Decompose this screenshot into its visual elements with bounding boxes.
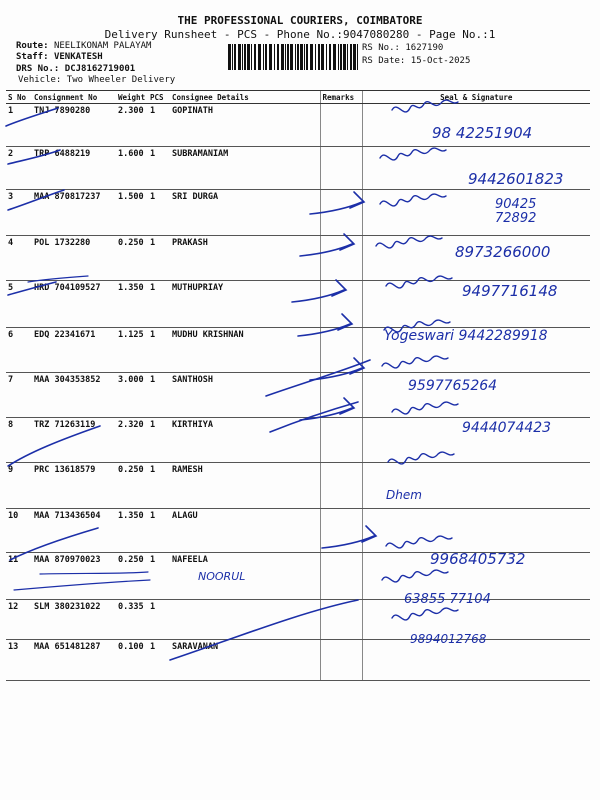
row-remarks — [320, 236, 362, 281]
row-remarks — [320, 281, 362, 328]
row-consignee: GOPINATH — [170, 104, 320, 147]
row-weight: 1.600 — [116, 147, 148, 190]
rs-date-label: RS Date: — [362, 56, 406, 66]
col-signature: Seal & Signature — [362, 91, 590, 104]
barcode-bar — [295, 44, 296, 70]
row-sno: 11 — [6, 553, 32, 600]
row-consignee: RAMESH — [170, 463, 320, 509]
row-signature — [362, 640, 590, 681]
sig-10: Dhem — [386, 488, 422, 502]
row-sno: 3 — [6, 190, 32, 236]
barcode-bar — [347, 44, 348, 70]
phone-1: 98 42251904 — [432, 124, 533, 142]
row-consignment: TNJ 7890280 — [32, 104, 116, 147]
row-weight: 1.350 — [116, 281, 148, 328]
table-row — [6, 281, 590, 328]
barcode-bar — [343, 44, 346, 70]
barcode-bar — [269, 44, 272, 70]
row-sno: 6 — [6, 328, 32, 373]
row-consignment: EDQ 22341671 — [32, 328, 116, 373]
row-weight: 2.300 — [116, 104, 148, 147]
row-consignment: MAA 870817237 — [32, 190, 116, 236]
row-sno: 5 — [6, 281, 32, 328]
row-remarks — [320, 328, 362, 373]
table-row — [6, 553, 590, 600]
runsheet-table — [6, 90, 590, 681]
rs-no-value: 1627190 — [405, 43, 444, 53]
row-consignee: KIRTHIYA — [170, 418, 320, 463]
row-weight: 1.500 — [116, 190, 148, 236]
col-remarks: Remarks — [320, 91, 362, 104]
row-consignee: ALAGU — [170, 509, 320, 553]
row-sno: 10 — [6, 509, 32, 553]
barcode-bar — [297, 44, 299, 70]
phone-5: 9497716148 — [462, 282, 558, 300]
row-consignment: MAA 651481287 — [32, 640, 116, 681]
row-pcs: 1 — [148, 236, 170, 281]
barcode-bar — [350, 44, 352, 70]
row-consignment: HRD 704109527 — [32, 281, 116, 328]
table-header-row — [6, 91, 590, 104]
row-signature — [362, 373, 590, 418]
table-row — [6, 236, 590, 281]
row-pcs: 1 — [148, 640, 170, 681]
route-line — [16, 41, 151, 51]
row-pcs: 1 — [148, 104, 170, 147]
row-signature — [362, 418, 590, 463]
row-remarks — [320, 104, 362, 147]
row-weight: 0.250 — [116, 236, 148, 281]
row-pcs: 1 — [148, 509, 170, 553]
phone-11: 9968405732 — [430, 550, 526, 568]
phone-8: 9444074423 — [462, 420, 552, 436]
table-row — [6, 104, 590, 147]
row-remarks — [320, 640, 362, 681]
route-value: NEELIKONAM PALAYAM — [53, 41, 152, 51]
row-consignment: SLM 380231022 — [32, 600, 116, 640]
barcode-bar — [281, 44, 284, 70]
drs-label: DRS No.: — [16, 64, 60, 74]
barcode-bar — [310, 44, 313, 70]
row-sno: 4 — [6, 236, 32, 281]
row-remarks — [320, 147, 362, 190]
row-pcs: 1 — [148, 600, 170, 640]
row-weight: 1.350 — [116, 509, 148, 553]
barcode-bar — [318, 44, 320, 70]
barcode-bar — [277, 44, 279, 70]
row-pcs: 1 — [148, 418, 170, 463]
phone-12: 63855 77104 — [404, 592, 491, 607]
row-consignment: POL 1732280 — [32, 236, 116, 281]
drs-value: DCJ8162719001 — [64, 64, 136, 74]
table-row — [6, 373, 590, 418]
table-row — [6, 463, 590, 509]
phone-13: 9894012768 — [410, 632, 487, 646]
row-consignee: MUDHU KRISHNAN — [170, 328, 320, 373]
row-weight: 0.250 — [116, 553, 148, 600]
row-signature — [362, 463, 590, 509]
row-signature — [362, 236, 590, 281]
table-row — [6, 328, 590, 373]
row-signature — [362, 281, 590, 328]
row-pcs: 1 — [148, 281, 170, 328]
row-sno: 13 — [6, 640, 32, 681]
barcode-bar — [251, 44, 252, 70]
phone-4: 8973266000 — [455, 243, 551, 261]
rs-date-line — [362, 56, 470, 66]
row-pcs: 1 — [148, 190, 170, 236]
drs-line — [16, 64, 135, 74]
barcode-bar — [326, 44, 327, 70]
barcode-bar — [321, 44, 324, 70]
barcode-bar — [238, 44, 241, 70]
col-sno: S No — [6, 91, 32, 104]
row-remarks — [320, 509, 362, 553]
row-consignee — [170, 600, 320, 640]
barcode-bar — [242, 44, 243, 70]
staff-label: Staff: — [16, 52, 49, 62]
row-consignment: MAA 304353852 — [32, 373, 116, 418]
rs-date-value: 15-Oct-2025 — [410, 56, 471, 66]
row-sno: 12 — [6, 600, 32, 640]
row-consignee: PRAKASH — [170, 236, 320, 281]
table-row — [6, 600, 590, 640]
barcode-bar — [265, 44, 267, 70]
barcode-bar — [338, 44, 339, 70]
barcode-bar — [300, 44, 303, 70]
barcode-bar — [287, 44, 289, 70]
route-label: Route: — [16, 41, 49, 51]
barcode-bar — [340, 44, 342, 70]
row-weight: 0.250 — [116, 463, 148, 509]
row-pcs: 1 — [148, 373, 170, 418]
row-sno: 7 — [6, 373, 32, 418]
barcode-bar — [304, 44, 305, 70]
row-consignee: SUBRAMANIAM — [170, 147, 320, 190]
company-title: THE PROFESSIONAL COURIERS, COIMBATORE — [177, 14, 423, 27]
row-remarks — [320, 418, 362, 463]
row-sno: 1 — [6, 104, 32, 147]
rs-no-label: RS No.: — [362, 43, 400, 53]
row-remarks — [320, 553, 362, 600]
col-pcs: PCS — [148, 91, 170, 104]
barcode-image — [228, 44, 358, 70]
row-weight: 2.320 — [116, 418, 148, 463]
row-signature — [362, 147, 590, 190]
table-row — [6, 147, 590, 190]
staff-value: VENKATESH — [53, 52, 103, 62]
note-12: NOORUL — [198, 570, 246, 583]
row-consignee: NAFEELA — [170, 553, 320, 600]
barcode-bar — [274, 44, 275, 70]
vehicle-value: Two Wheeler Delivery — [66, 75, 176, 85]
row-signature — [362, 509, 590, 553]
barcode-bar — [232, 44, 233, 70]
barcode-bar — [258, 44, 261, 70]
barcode-bar — [357, 44, 358, 70]
table-row — [6, 509, 590, 553]
row-remarks — [320, 463, 362, 509]
row-consignee: SRI DURGA — [170, 190, 320, 236]
barcode-bar — [329, 44, 331, 70]
barcode-bar — [306, 44, 308, 70]
row-remarks — [320, 373, 362, 418]
rs-no-line — [362, 43, 443, 53]
row-signature — [362, 553, 590, 600]
barcode-bar — [263, 44, 264, 70]
barcode-bar — [254, 44, 256, 70]
row-pcs: 1 — [148, 328, 170, 373]
phone-3: 90425 72892 — [495, 197, 537, 226]
row-signature — [362, 600, 590, 640]
table-row — [6, 418, 590, 463]
row-remarks — [320, 600, 362, 640]
row-weight: 0.335 — [116, 600, 148, 640]
phone-6: Yogeswari 9442289918 — [384, 328, 548, 344]
row-consignment: PRC 13618579 — [32, 463, 116, 509]
phone-2: 9442601823 — [468, 170, 564, 188]
row-consignment: TRP 6488219 — [32, 147, 116, 190]
phone-7: 9597765264 — [408, 378, 498, 394]
runsheet-subtitle: Delivery Runsheet - PCS - Phone No.:9047080280 - Page No.:1 — [104, 28, 496, 41]
barcode-bar — [285, 44, 286, 70]
barcode-bar — [244, 44, 246, 70]
table-row — [6, 640, 590, 681]
row-consignment: TRZ 71263119 — [32, 418, 116, 463]
row-weight: 1.125 — [116, 328, 148, 373]
barcode-bar — [315, 44, 316, 70]
row-signature — [362, 104, 590, 147]
staff-line — [16, 52, 103, 62]
barcode-bar — [247, 44, 250, 70]
row-signature — [362, 328, 590, 373]
row-sno: 9 — [6, 463, 32, 509]
col-weight: Weight — [116, 91, 148, 104]
row-sno: 2 — [6, 147, 32, 190]
row-consignment: MAA 713436504 — [32, 509, 116, 553]
row-weight: 0.100 — [116, 640, 148, 681]
barcode-bar — [228, 44, 231, 70]
vehicle-line — [18, 75, 175, 85]
row-consignee: SARAVANAN — [170, 640, 320, 681]
barcode-bar — [333, 44, 336, 70]
row-remarks — [320, 190, 362, 236]
col-consignee: Consignee Details — [170, 91, 320, 104]
row-consignee: SANTHOSH — [170, 373, 320, 418]
row-pcs: 1 — [148, 147, 170, 190]
row-consignee: MUTHUPRIAY — [170, 281, 320, 328]
col-consignment: Consignment No — [32, 91, 116, 104]
row-pcs: 1 — [148, 553, 170, 600]
row-signature — [362, 190, 590, 236]
table-row — [6, 190, 590, 236]
row-weight: 3.000 — [116, 373, 148, 418]
row-sno: 8 — [6, 418, 32, 463]
barcode-bar — [353, 44, 356, 70]
row-consignment: MAA 870970023 — [32, 553, 116, 600]
row-pcs: 1 — [148, 463, 170, 509]
vehicle-label: Vehicle: — [18, 75, 62, 85]
barcode-bar — [234, 44, 236, 70]
barcode-bar — [290, 44, 293, 70]
